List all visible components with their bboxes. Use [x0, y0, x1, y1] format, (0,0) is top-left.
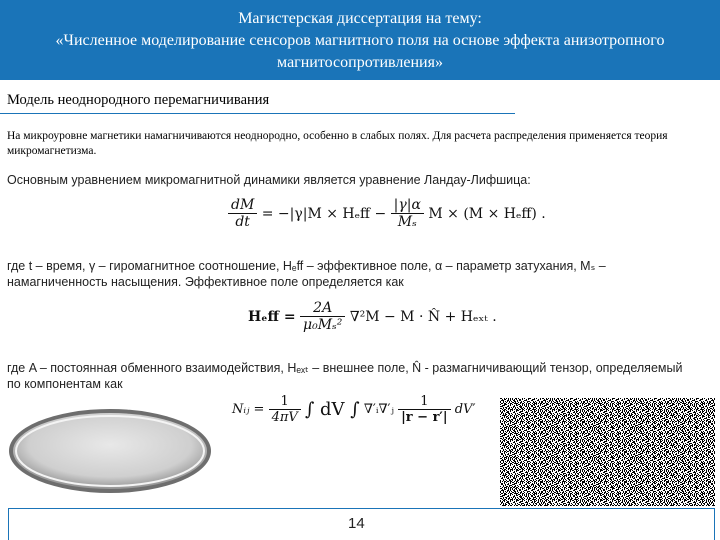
header-line-1: Магистерская диссертация на тему: [238, 10, 482, 27]
slide-header [0, 0, 720, 80]
nij-kernel-den: |r − r′| [401, 410, 448, 425]
heff-frac-num: 2A [300, 300, 345, 317]
nij-prefactor [269, 394, 301, 425]
intro-paragraph: На микроуровне магнетики намагничиваются неоднородно, особенно в слабых полях. Для расчета распределения применяется теория микромагнетизма. [7, 130, 668, 157]
title-underline [0, 113, 515, 114]
header-line-2: «Численное моделирование сенсоров магнитного поля на основе эффекта анизотропного [55, 32, 665, 49]
explain2-line1: где A – постоянная обменного взаимодействия, Hₑₓₜ – внешнее поле, N̂ - размагничивающий тензор, определяемый [7, 361, 683, 375]
explain1-line1: где t – время, γ – гиромагнитное соотношение, Hₑff – эффективное поле, α – параметр затухания, Mₛ – [7, 259, 606, 273]
noise-pattern-image [500, 398, 715, 506]
nij-lhs: Nᵢⱼ = [232, 402, 265, 417]
llg-intro-text: Основным уравнением микромагнитной динамики является уравнение Ландау-Лифшица: [7, 173, 531, 187]
llg-damping-fraction [391, 197, 424, 230]
nij-prefactor-num: 1 [269, 394, 301, 410]
footer-left-rule [8, 508, 9, 540]
llg-term1: = −|γ|M × Hₑff − [261, 205, 387, 222]
nij-kernel-num: 1 [398, 394, 451, 410]
llg-lhs-num: dM [228, 197, 257, 214]
llg-term2: M × (M × Hₑff) . [428, 205, 546, 222]
heff-lhs: Hₑff = [248, 308, 296, 325]
nij-prefactor-den: 4πV [271, 410, 298, 425]
llg-damping-den: Mₛ [397, 214, 417, 230]
nij-mid: ∇′ᵢ∇′ⱼ [363, 402, 394, 417]
llg-lhs-den: dt [235, 214, 250, 230]
heff-equation [248, 300, 497, 333]
ellipsoid-simulation-image [7, 407, 214, 495]
footer-top-rule [8, 508, 715, 509]
heff-rhs: ∇²M − M · N̂ + Hₑₓₜ . [349, 308, 497, 325]
heff-fraction [300, 300, 345, 333]
nij-tail: dV′ [454, 402, 476, 417]
footer-right-rule [714, 508, 715, 540]
page-number: 14 [348, 515, 365, 532]
nij-kernel-fraction [398, 394, 451, 425]
llg-damping-num: |γ|α [391, 197, 424, 214]
header-line-3: магнитосопротивления» [277, 54, 443, 71]
section-title: Модель неоднородного перемагничивания [7, 92, 270, 108]
heff-frac-den: μ₀Mₛ² [303, 317, 343, 333]
nij-integrals: ∫ dV ∫ [304, 399, 360, 420]
llg-lhs-fraction [228, 197, 257, 230]
nij-equation [232, 394, 475, 425]
explain2-line2: по компонентам как [7, 377, 123, 391]
explain1-line2: намагниченность насыщения. Эффективное поле определяется как [7, 275, 404, 289]
llg-equation [228, 197, 546, 230]
